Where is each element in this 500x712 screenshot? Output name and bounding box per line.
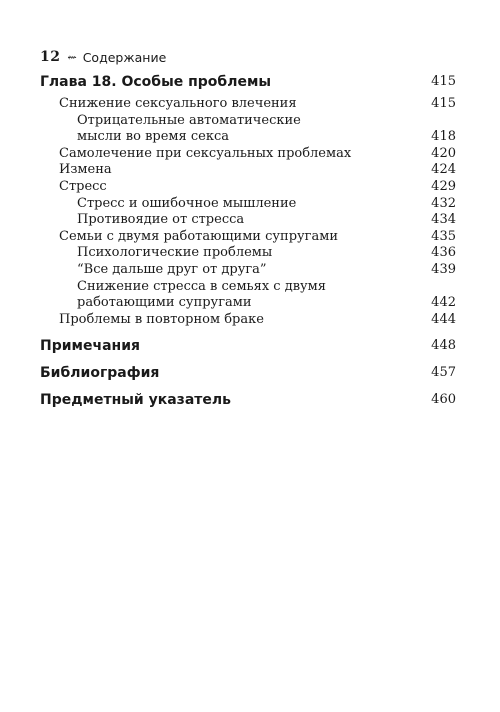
back-matter-heading [40, 364, 456, 382]
toc-entry-page: 444 [431, 311, 456, 327]
toc-entry-title: Измена [59, 162, 112, 178]
toc-entry-title [40, 279, 421, 312]
toc-entry-page: 432 [431, 195, 456, 211]
back-matter-page: 460 [431, 392, 456, 408]
toc-entry-title: Семьи с двумя работающими супругами [59, 228, 339, 244]
toc-entry [40, 229, 456, 246]
back-matter-heading [40, 391, 456, 409]
toc-entry [40, 279, 456, 312]
toc-entry [40, 113, 456, 146]
toc-entry-title: Стресс [59, 178, 107, 194]
chapter-page: 415 [431, 74, 456, 89]
back-matter-page: 448 [431, 338, 456, 354]
toc-entry-page: 442 [431, 295, 456, 311]
table-of-contents [40, 73, 456, 409]
toc-entry-title: Самолечение при сексуальных проблемах [59, 145, 352, 161]
chapter-heading [40, 73, 456, 91]
toc-entry [40, 212, 456, 229]
toc-entry [40, 312, 456, 329]
back-matter-title: Примечания [40, 338, 141, 355]
toc-entry-page: 418 [431, 129, 456, 145]
toc-entry-title: Противоядие от стресса [77, 212, 245, 228]
toc-entry-page: 415 [431, 96, 456, 111]
ornament-icon: ⇜ [67, 50, 77, 64]
toc-entry [40, 179, 456, 196]
toc-entry [40, 262, 456, 279]
toc-entry-page: 429 [431, 178, 456, 194]
toc-entry-title-line: работающими супругами [77, 295, 252, 311]
toc-entry-page: 424 [431, 162, 456, 178]
back-matter-title: Предметный указатель [40, 392, 231, 409]
toc-entry-title: “Все дальше друг от друга” [77, 261, 267, 277]
toc-entry-page: 439 [431, 261, 456, 277]
back-matter-heading [40, 337, 456, 355]
running-title: Содержание [82, 49, 167, 65]
running-header [40, 48, 166, 66]
back-matter-page: 457 [431, 365, 456, 381]
toc-entry [40, 96, 456, 113]
toc-entry [40, 245, 456, 262]
toc-entry-title: Проблемы в повторном браке [59, 311, 264, 327]
toc-entry-title: Стресс и ошибочное мышление [77, 195, 297, 211]
toc-entry-page: 435 [431, 228, 456, 244]
chapter-title: Глава 18. Особые проблемы [40, 74, 272, 90]
toc-entry [40, 162, 456, 179]
toc-entry-title-line: Отрицательные автоматические [77, 112, 301, 128]
toc-entry-title: Снижение сексуального влечения [59, 96, 297, 111]
toc-entry-page: 434 [431, 212, 456, 228]
toc-entry-title-line: Снижение стресса в семьях с двумя [77, 278, 326, 294]
page-number: 12 [40, 49, 61, 65]
back-matter-title: Библиография [40, 365, 160, 382]
toc-entry-title [40, 113, 421, 146]
toc-entry-page: 420 [431, 145, 456, 161]
toc-entry-page: 436 [431, 245, 456, 261]
toc-entry-title: Психологические проблемы [77, 245, 273, 261]
toc-entry [40, 146, 456, 163]
toc-entry [40, 196, 456, 213]
toc-entry-title-line: мысли во время секса [77, 129, 229, 145]
